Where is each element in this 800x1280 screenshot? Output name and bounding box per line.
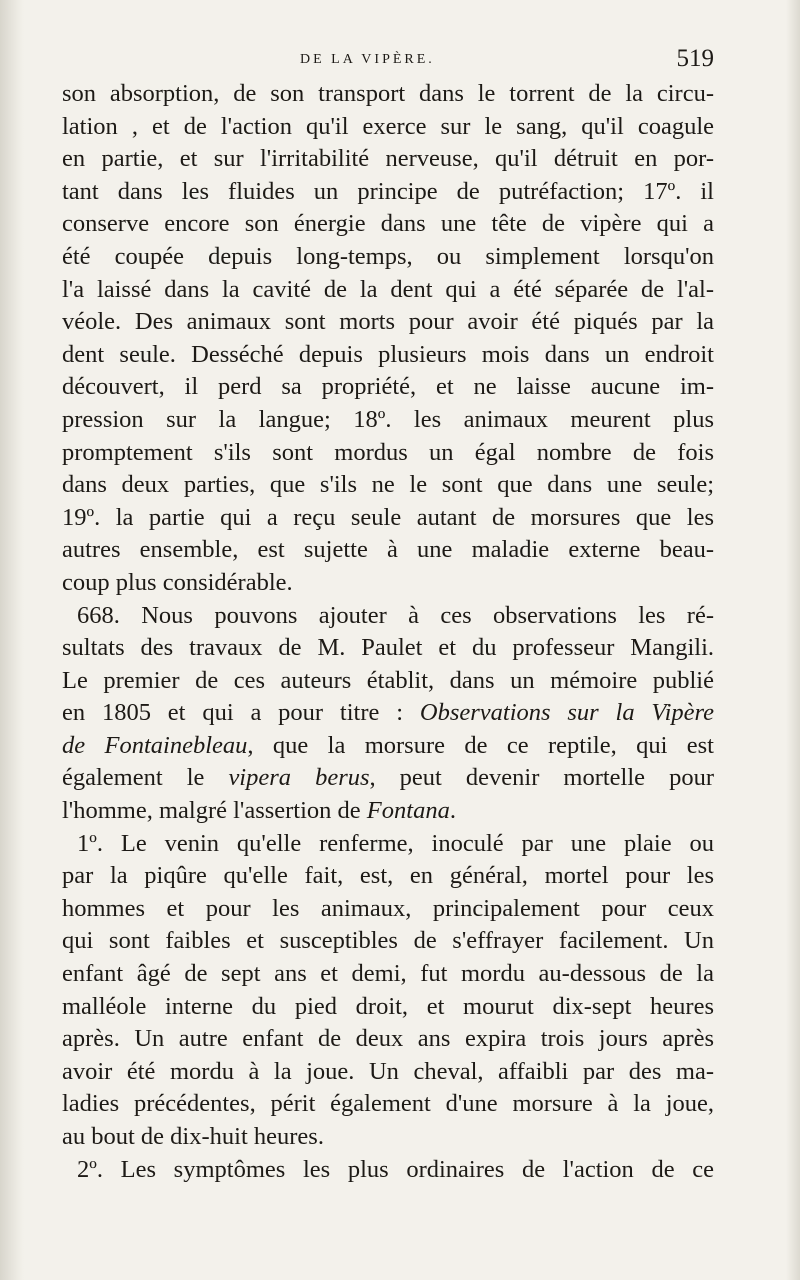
text-run: en 1805 et qui a pour titre : [62,699,420,727]
text-line [62,730,714,763]
text-line: lation , et de l'action qu'il exerce sur le sang, qu'il coagule [62,112,714,140]
text-line: tant dans les fluides un principe de putréfaction; 17º. il [62,177,714,205]
italic-title: de Fontainebleau [62,731,248,759]
text-line: pression sur la langue; 18º. les animaux meurent plus [62,405,714,433]
body-text [62,78,714,1186]
text-line [62,795,714,828]
text-line: après. Un autre enfant de deux ans expira trois jours après [62,1025,714,1053]
text-line: dent seule. Desséché depuis plusieurs mois dans un endroit [62,340,714,368]
italic-name: Fontana [366,797,450,825]
text-line: 19º. la partie qui a reçu seule autant de morsures que les [62,503,714,531]
text-line: dans deux parties, que s'ils ne le sont que dans une seule; [62,471,714,499]
text-line: véole. Des animaux sont morts pour avoir été piqués par la [62,308,714,336]
text-line: Le premier de ces auteurs établit, dans un mémoire publié [62,666,714,694]
text-line: découvert, il perd sa propriété, et ne laisse aucune im- [62,373,714,401]
text-run: , peut devenir mortelle pour [369,764,714,792]
page-edge-shadow [786,0,800,1280]
italic-species: vipera berus [228,764,370,792]
text-line [62,697,714,730]
text-line: son absorption, de son transport dans le torrent de la circu- [62,80,714,107]
text-line: promptement s'ils sont mordus un égal nombre de fois [62,438,714,466]
text-run: . [449,797,456,825]
page-number: 519 [676,45,714,72]
paragraph-2-line: 2º. Les symptômes les plus ordinaires de l'action de ce [77,1155,714,1183]
text-run: l'homme, malgré l'assertion de [62,797,367,825]
text-line: en partie, et sur l'irritabilité nerveuse, qu'il détruit en por- [62,145,714,173]
text-line: au bout de dix-huit heures. [62,1123,324,1150]
text-line: autres ensemble, est sujette à une maladie externe beau- [62,536,714,564]
italic-title: Observations sur la Vipère [419,699,715,727]
text-line: malléole interne du pied droit, et mourut dix-sept heures [62,992,714,1020]
text-line: été coupée depuis long-temps, ou simplement lorsqu'on [62,242,714,270]
text-line: coup plus considérable. [62,568,293,596]
page-gutter-shadow [0,0,24,1280]
text-line: l'a laissé dans la cavité de la dent qui a été séparée de l'al- [62,275,714,303]
paragraph-1-line: 1º. Le venin qu'elle renferme, inoculé par une plaie ou [77,829,714,857]
text-line: par la piqûre qu'elle fait, est, en général, mortel pour les [62,862,714,890]
text-line: conserve encore son énergie dans une tête de vipère qui a [62,210,714,238]
text-line: enfant âgé de sept ans et demi, fut mordu au-dessous de la [62,960,714,988]
text-line: qui sont faibles et susceptibles de s'effrayer facilement. Un [62,927,714,955]
text-run: , que la morsure de ce reptile, qui est [247,731,714,759]
text-line: sultats des travaux de M. Paulet et du professeur Mangili. [62,634,714,662]
text-line: avoir été mordu à la joue. Un cheval, affaibli par des ma- [62,1057,714,1085]
text-line: hommes et pour les animaux, principalement pour ceux [62,894,714,922]
text-line [62,762,714,795]
text-line: ladies précédentes, périt également d'une morsure à la joue, [62,1090,714,1118]
paragraph-668-line: 668. Nous pouvons ajouter à ces observations les ré- [77,601,714,629]
text-run: également le [62,764,229,792]
running-head: DE LA VIPÈRE. [300,52,435,67]
